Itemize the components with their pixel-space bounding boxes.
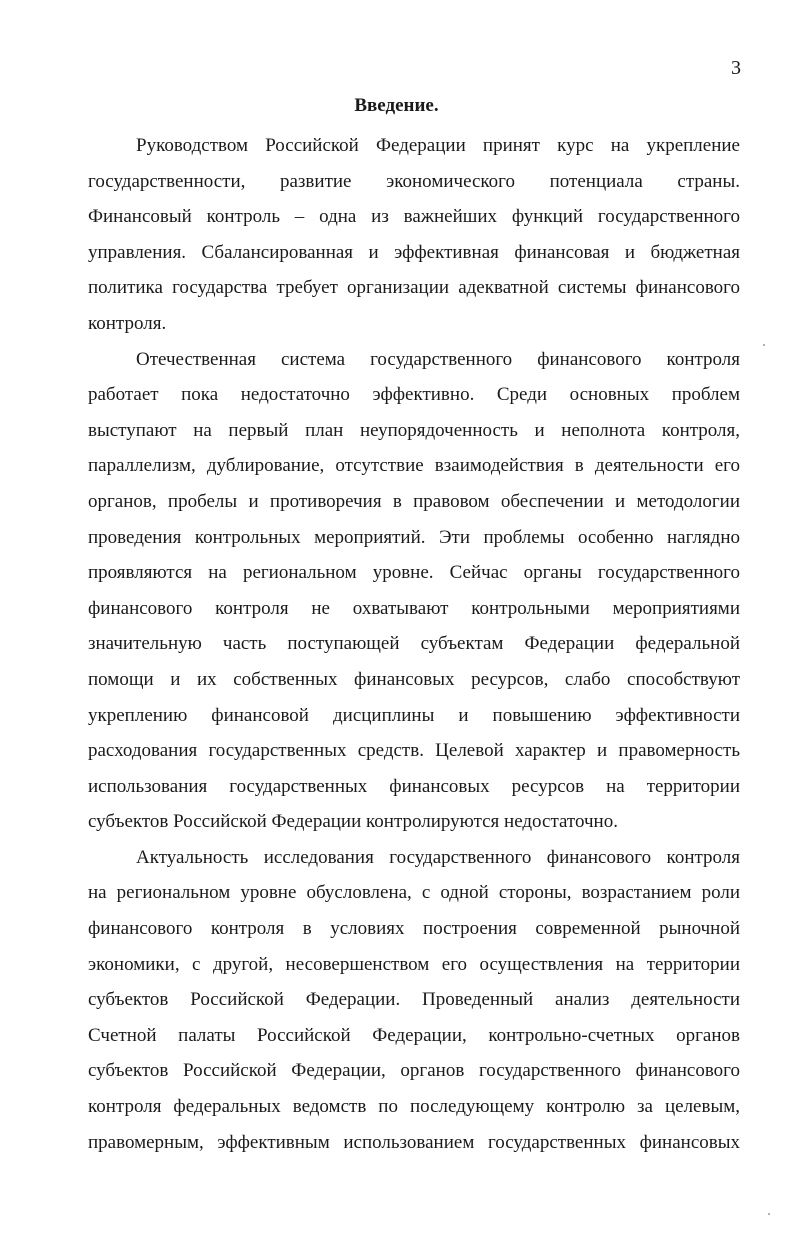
text-line: субъектов Российской Федерации, органов государственного финансового: [88, 1060, 740, 1082]
text-line: параллелизм, дублирование, отсутствие взаимодействия в деятельности его: [88, 455, 740, 477]
text-line: на региональном уровне обусловлена, с одной стороны, возрастанием роли: [88, 882, 740, 904]
text-line: политика государства требует организации адекватной системы финансового: [88, 277, 740, 299]
text-line: государственности, развитие экономического потенциала страны.: [88, 170, 740, 192]
scan-speck: [763, 344, 765, 346]
text-line: использования государственных финансовых ресурсов на территории: [88, 775, 740, 797]
page-number: 3: [731, 57, 741, 79]
text-line: проведения контрольных мероприятий. Эти проблемы особенно наглядно: [88, 526, 740, 548]
text-line: экономики, с другой, несовершенством его осуществления на территории: [88, 953, 740, 975]
text-line: Актуальность исследования государственного финансового контроля: [136, 846, 740, 868]
text-line: управления. Сбалансированная и эффективная финансовая и бюджетная: [88, 241, 740, 263]
text-line: значительную часть поступающей субъектам Федерации федеральной: [88, 633, 740, 655]
text-line: финансового контроля в условиях построения современной рыночной: [88, 918, 740, 940]
text-line: Счетной палаты Российской Федерации, контрольно-счетных органов: [88, 1024, 740, 1046]
paragraph-2: [88, 342, 740, 840]
text-line: субъектов Российской Федерации. Проведенный анализ деятельности: [88, 989, 740, 1011]
paragraph-1: [88, 128, 740, 342]
section-title: Введение.: [354, 95, 439, 116]
text-line: помощи и их собственных финансовых ресурсов, слабо способствуют: [88, 668, 740, 690]
text-line: Отечественная система государственного финансового контроля: [136, 348, 740, 370]
text-line: проявляются на региональном уровне. Сейчас органы государственного: [88, 562, 740, 584]
scan-speck: [768, 1213, 770, 1215]
body-text: [88, 128, 740, 1160]
text-line: контроля федеральных ведомств по последующему контролю за целевым,: [88, 1096, 740, 1118]
text-line: Финансовый контроль – одна из важнейших функций государственного: [88, 206, 740, 228]
text-line: финансового контроля не охватывают контрольными мероприятиями: [88, 597, 740, 619]
text-line: субъектов Российской Федерации контролируются недостаточно.: [88, 811, 618, 833]
text-line: правомерным, эффективным использованием государственных финансовых: [88, 1131, 740, 1153]
text-line: выступают на первый план неупорядоченность и неполнота контроля,: [88, 419, 740, 441]
text-line: укреплению финансовой дисциплины и повышению эффективности: [88, 704, 740, 726]
text-line: органов, пробелы и противоречия в правовом обеспечении и методологии: [88, 490, 740, 512]
text-line: Руководством Российской Федерации принят курс на укрепление: [136, 135, 740, 156]
paragraph-3: [88, 840, 740, 1160]
text-line: расходования государственных средств. Целевой характер и правомерность: [88, 740, 740, 762]
text-line: работает пока недостаточно эффективно. Среди основных проблем: [88, 384, 740, 406]
text-line: контроля.: [88, 312, 167, 334]
